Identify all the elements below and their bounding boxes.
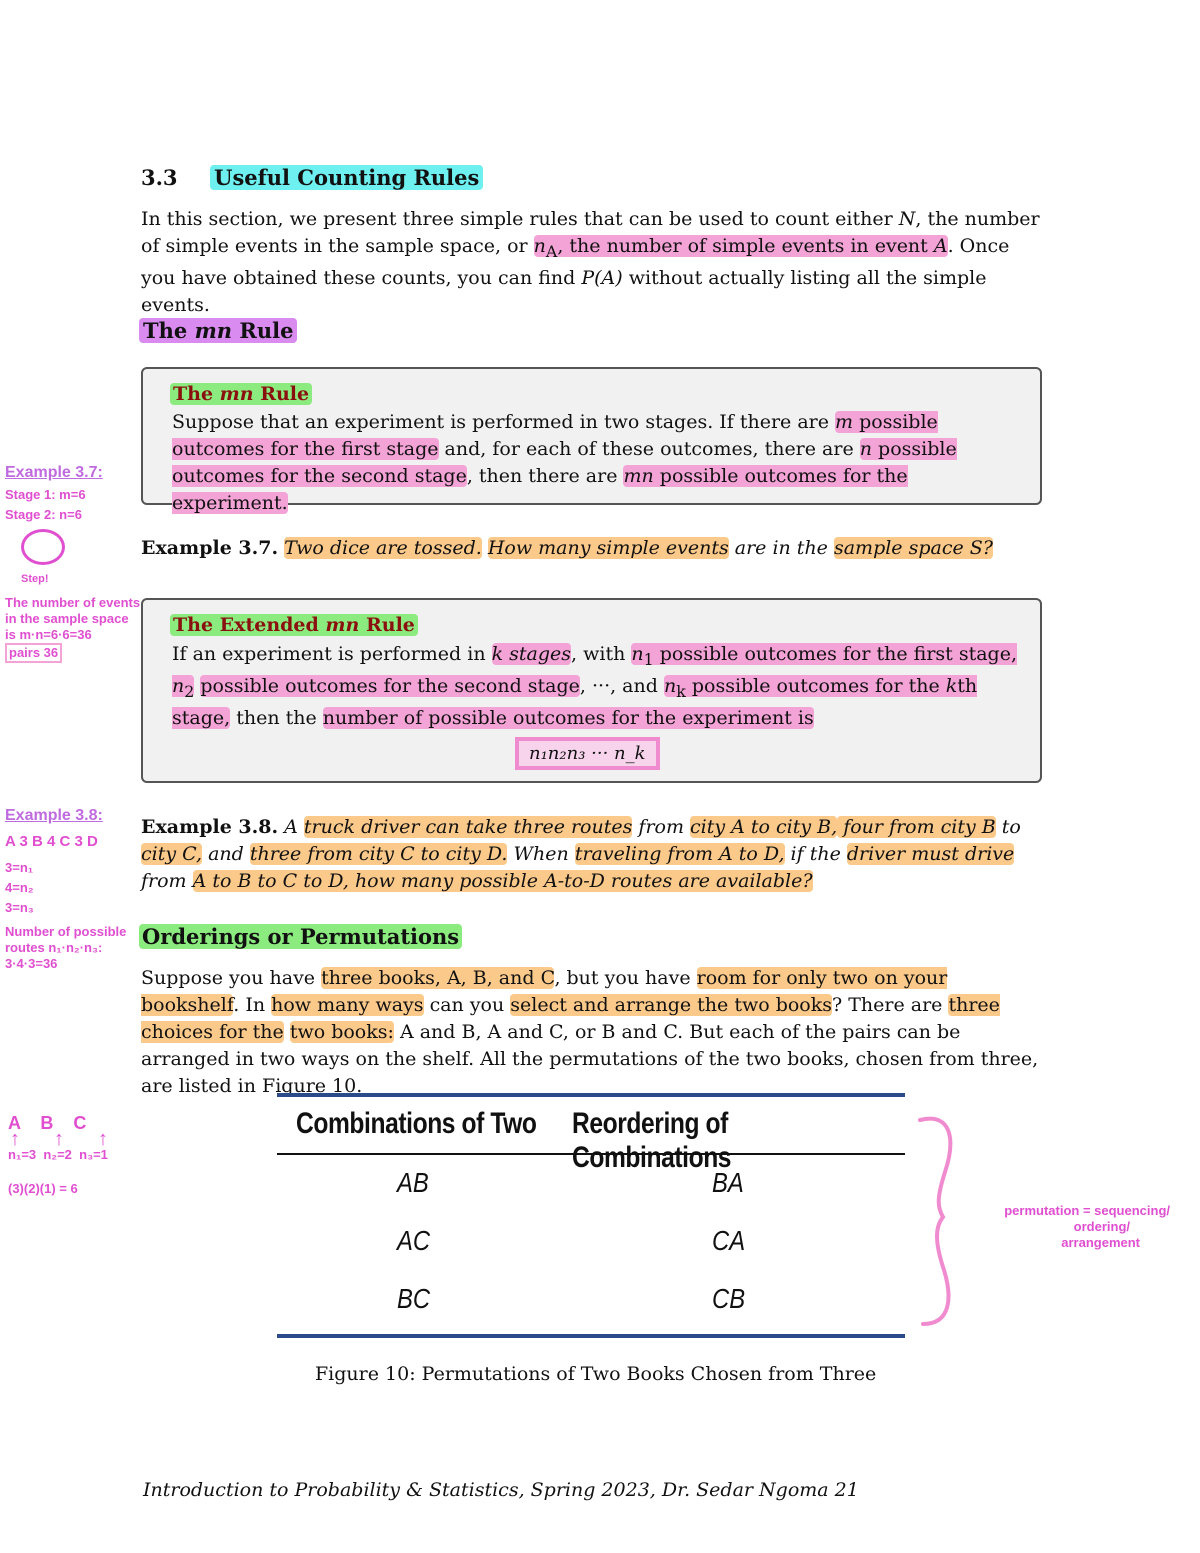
highlight-nA bbox=[533, 235, 948, 261]
note-line: is m·n=6·6=36 bbox=[5, 627, 92, 642]
extended-rule-formula bbox=[515, 743, 660, 764]
rule-text: , ···, and bbox=[579, 674, 664, 697]
mn-rule-heading bbox=[139, 318, 297, 343]
permutations-heading-text: Orderings or Permutations bbox=[139, 924, 462, 949]
margin-note-example-3-8 bbox=[5, 808, 145, 972]
mn-rule-box-title bbox=[170, 383, 312, 405]
intro-text: , the number of simple events in event bbox=[557, 235, 934, 257]
rule-text: possible outcomes for the first stage bbox=[172, 411, 938, 460]
intro-text: In this section, we present three simple rules that can be used to count either bbox=[141, 208, 899, 230]
perm-text: two books: bbox=[289, 1021, 394, 1043]
rule-text: , then there are bbox=[466, 465, 624, 487]
var-k: k bbox=[945, 674, 958, 697]
example-text: driver must drive bbox=[846, 843, 1015, 865]
note-line: 4=n₂ bbox=[5, 880, 34, 895]
example-text: A bbox=[284, 816, 304, 838]
formula-text: n₁n₂n₃ ··· n_k bbox=[515, 737, 660, 770]
example-text: sample space S? bbox=[833, 537, 993, 559]
table-cell: BC bbox=[397, 1283, 431, 1314]
var-N: N bbox=[898, 208, 916, 230]
perm-text: , but you have bbox=[554, 967, 697, 989]
box-title-text: The Extended bbox=[173, 614, 326, 636]
example-text: A to B to C to D, how many possible A-to-D routes are available? bbox=[192, 870, 813, 892]
rule-text: and, for each of these outcomes, there are bbox=[438, 438, 860, 460]
mn-rule-text bbox=[172, 409, 1022, 517]
heading-text: Rule bbox=[232, 318, 294, 343]
note-line: Stage 2: n=6 bbox=[5, 507, 82, 522]
note-line: 3=n₁ bbox=[5, 860, 34, 875]
perm-text: can you bbox=[423, 994, 511, 1016]
perm-text: In bbox=[245, 994, 272, 1016]
margin-note-books bbox=[8, 1115, 158, 1197]
note-line: A B C bbox=[8, 1113, 87, 1133]
intro-text: without actually listing all the simple events. bbox=[141, 266, 987, 316]
table-cell: AC bbox=[397, 1225, 431, 1256]
table-cell: CB bbox=[712, 1283, 746, 1314]
var-PA: P(A) bbox=[581, 266, 623, 289]
margin-note-example-3-7 bbox=[5, 465, 145, 663]
note-line: 3=n₃ bbox=[5, 900, 34, 915]
intro-paragraph bbox=[141, 206, 1046, 319]
note-line: 3·4·3=36 bbox=[5, 956, 58, 971]
note-line: Stage 1: m=6 bbox=[5, 487, 86, 502]
note-line: ordering/ bbox=[1073, 1219, 1130, 1234]
note-line: pairs 36 bbox=[5, 643, 62, 663]
perm-text: select and arrange the two books bbox=[510, 994, 833, 1016]
rule-text: , with bbox=[571, 643, 632, 665]
var-m: m bbox=[835, 411, 854, 433]
table-header bbox=[277, 1097, 905, 1174]
note-line: permutation = sequencing/ bbox=[1004, 1203, 1170, 1218]
var-nk: n bbox=[663, 674, 677, 697]
example-text: four from city B bbox=[837, 816, 996, 838]
page-footer: Introduction to Probability & Statistics, Spring 2023, Dr. Sedar Ngoma 21 bbox=[143, 1479, 859, 1501]
permutations-table bbox=[277, 1093, 905, 1338]
note-line: Number of possible bbox=[5, 924, 127, 939]
rule-text: possible outcomes for the first stage, bbox=[653, 643, 1017, 665]
dice-sketch-icon bbox=[21, 529, 65, 565]
box-title-var: mn bbox=[325, 614, 360, 636]
rule-text: possible outcomes for the second stage bbox=[200, 674, 580, 697]
perm-text: A and B, A and C, or B and C. But each of the pairs can be arranged in two ways bbox=[141, 1021, 961, 1070]
var-nA-sub: A bbox=[545, 241, 558, 261]
perm-text: ? There are bbox=[832, 994, 949, 1016]
var-n2-sub: 2 bbox=[184, 681, 195, 701]
section-heading bbox=[141, 165, 483, 190]
example-text: When bbox=[507, 843, 575, 865]
table-header-cell: Reordering of Combinations bbox=[572, 1107, 732, 1174]
perm-text: how many ways bbox=[271, 994, 424, 1016]
table-cell: BA bbox=[712, 1167, 744, 1198]
example-text: three from city C to city D. bbox=[249, 843, 508, 865]
var-A: A bbox=[933, 235, 948, 257]
perm-text: . bbox=[233, 994, 240, 1016]
extended-rule-box-title bbox=[170, 614, 418, 636]
heading-text: The bbox=[143, 318, 195, 343]
extended-rule-text bbox=[172, 641, 1022, 732]
margin-note-permutation bbox=[955, 1203, 1170, 1251]
note-line: The number of events bbox=[5, 595, 141, 610]
arrows-sketch-icon: ↑↑↑ bbox=[10, 1128, 142, 1150]
note-line: n₁=3 n₂=2 n₃=1 bbox=[8, 1147, 108, 1162]
perm-text: Suppose you have bbox=[141, 967, 322, 989]
example-text: from bbox=[632, 816, 691, 838]
perm-text: room for only two on your bookshelf bbox=[141, 967, 948, 1016]
note-line: Example 3.7: bbox=[5, 464, 103, 481]
rule-text: then the bbox=[236, 706, 323, 729]
table-cell: CA bbox=[712, 1225, 746, 1256]
var-nA: n bbox=[533, 235, 546, 257]
permutations-heading bbox=[139, 924, 462, 949]
perm-text: on the shelf. All the permutations of the two books, chosen from three, are listed in Figure 10. bbox=[141, 1048, 1039, 1097]
var-mn: mn bbox=[623, 465, 654, 487]
example-label: Example 3.8. bbox=[141, 816, 279, 838]
rule-text: k stages bbox=[491, 643, 572, 665]
example-text: truck driver can take three routes bbox=[303, 816, 633, 838]
mn-rule-box bbox=[141, 367, 1042, 514]
var-n1-sub: 1 bbox=[643, 649, 654, 669]
note-line: in the sample space bbox=[5, 611, 129, 626]
example-label: Example 3.7. bbox=[141, 537, 279, 559]
var-n1: n bbox=[631, 643, 644, 665]
example-3-8 bbox=[141, 814, 1046, 895]
rule-text: Suppose that an experiment is performed in two stages. If there are bbox=[172, 411, 836, 433]
var-n: n bbox=[859, 438, 872, 460]
section-title: Useful Counting Rules bbox=[210, 165, 483, 190]
permutations-paragraph bbox=[141, 965, 1046, 1100]
note-line: A 3 B 4 C 3 D bbox=[5, 833, 98, 850]
rule-text: th stage, bbox=[172, 674, 978, 729]
example-text: and bbox=[202, 843, 250, 865]
note-line: routes n₁·n₂·n₃: bbox=[5, 940, 103, 955]
var-nk-sub: k bbox=[676, 681, 686, 701]
table-cell: AB bbox=[397, 1167, 429, 1198]
note-line: Example 3.8: bbox=[5, 807, 103, 824]
example-text: from bbox=[141, 870, 193, 892]
note-line: Step! bbox=[21, 573, 49, 585]
extended-rule-box bbox=[141, 598, 1042, 783]
intro-text: , the number of simple events in the sample space, or bbox=[141, 208, 1040, 257]
box-title-var: mn bbox=[219, 383, 254, 405]
figure-caption: Figure 10: Permutations of Two Books Chosen from Three bbox=[315, 1363, 877, 1385]
heading-var: mn bbox=[194, 318, 233, 343]
note-line: (3)(2)(1) = 6 bbox=[8, 1181, 78, 1196]
example-text: city C, bbox=[141, 843, 203, 865]
example-text: to bbox=[995, 816, 1021, 838]
table-header-cell: Combinations of Two bbox=[296, 1107, 537, 1140]
rule-text: possible outcomes for the experiment. bbox=[172, 465, 908, 514]
example-text: Two dice are tossed. bbox=[284, 537, 482, 559]
rule-text: possible outcomes for the bbox=[685, 674, 946, 697]
example-text: How many simple events bbox=[487, 537, 729, 559]
example-text: are in the bbox=[728, 537, 834, 559]
var-n2: n bbox=[172, 674, 185, 697]
rule-text: number of possible outcomes for the experiment is bbox=[322, 706, 814, 729]
section-number: 3.3 bbox=[141, 165, 178, 190]
rule-text: If an experiment is performed in bbox=[172, 643, 492, 665]
rule-text: possible outcomes for the second stage bbox=[172, 438, 957, 487]
note-line: arrangement bbox=[1061, 1235, 1140, 1250]
box-title-text: Rule bbox=[253, 383, 310, 405]
example-text: city A to city B, bbox=[690, 816, 838, 838]
box-title-text: The bbox=[173, 383, 220, 405]
box-title-text: Rule bbox=[359, 614, 415, 636]
perm-text: three books, A, B, and C bbox=[321, 967, 555, 989]
example-text: if the bbox=[784, 843, 847, 865]
intro-text: . Once you have obtained these counts, you can find bbox=[141, 235, 1010, 289]
example-3-7 bbox=[141, 535, 1041, 562]
example-text: traveling from A to D, bbox=[574, 843, 785, 865]
perm-text: three choices for the bbox=[141, 994, 1000, 1043]
